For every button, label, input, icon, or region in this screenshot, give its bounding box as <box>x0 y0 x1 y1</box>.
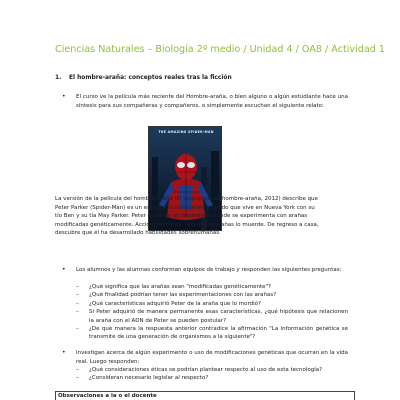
dash-icon: – <box>76 300 79 307</box>
section-number: 1. <box>55 75 62 81</box>
section-title <box>55 75 232 81</box>
story-line: descubre que él ha desarrollado habilidades sobrehumanas. <box>55 230 221 237</box>
story-line: modificadas genéticamente. Accidentalmente, una de las arañas lo muerde. De regreso a casa, <box>55 221 319 228</box>
list-item: – Si Peter adquirió de manera permanente esas características, ¿qué hipótesis que relacionen la araña con el ADN de Peter se pueden postular? <box>76 309 348 324</box>
dash-icon: – <box>76 284 79 290</box>
story-line: Peter Parker (Spider-Man) es un estudiante inteligente y tímido que vive en Nueva York con su <box>55 204 315 211</box>
poster-title: THE AMAZING SPIDER-MAN <box>158 130 214 134</box>
bullet-3-text: Investigan acerca de algún experimento o uso de modificaciones genéticas que ocurran en la vida real. Luego responden: <box>76 350 348 365</box>
bullet-icon: • <box>62 93 66 100</box>
list-item: – ¿Qué consideraciones éticas se podrían plantear respecto al uso de esta tecnología? <box>76 367 323 373</box>
story-paragraph <box>55 195 355 238</box>
bullet-icon: • <box>62 349 66 356</box>
list-item: – ¿De qué manera la respuesta anterior contradice la afirmación "La información genética se transmite de una generación de organismos a la siguiente"? <box>76 326 348 341</box>
list-item: – ¿Qué características adquirió Peter de la araña que lo mordió? <box>76 300 261 307</box>
list-item: – ¿Qué finalidad podrían tener las experimentaciones con las arañas? <box>76 292 277 299</box>
page-header: Ciencias Naturales – Biología 2º medio / Unidad 4 / OA8 / Actividad 1 <box>55 44 385 55</box>
section-heading: El hombre-araña: conceptos reales tras la ficción <box>69 75 232 81</box>
bullet-1-text: El curso ve la película más reciente del Hombre-araña, o bien alguno o algún estudiante hace una síntesis para sus compañeras y compañeros, o simplemente escuchan el siguiente relato: <box>76 94 348 109</box>
bullet-icon: • <box>62 266 66 273</box>
list-item: – ¿Consideran necesario legislar al respecto? <box>76 375 209 382</box>
story-line: La versión de la película del hombre-araña (El sorprendente hombre-araña, 2012) describe que <box>55 196 318 202</box>
teacher-observations-box <box>55 391 355 400</box>
dash-icon: – <box>76 375 79 382</box>
dash-icon: – <box>76 326 79 333</box>
observations-label: Observaciones a la o el docente <box>58 393 157 399</box>
question-list <box>76 283 348 342</box>
bullet-2-text: Los alumnos y las alumnas conforman equipos de trabajo y responden las siguientes preguntas: <box>76 267 342 273</box>
story-line: tío Ben y su tía May Parker. Peter entra en un laboratorio donde se experimenta con arañas <box>55 213 308 220</box>
dash-icon: – <box>76 367 79 373</box>
dash-icon: – <box>76 309 79 316</box>
list-item: – ¿Qué significa que las arañas sean "modificadas genéticamente"? <box>76 284 271 290</box>
ethics-question-list <box>76 366 348 383</box>
dash-icon: – <box>76 292 79 299</box>
